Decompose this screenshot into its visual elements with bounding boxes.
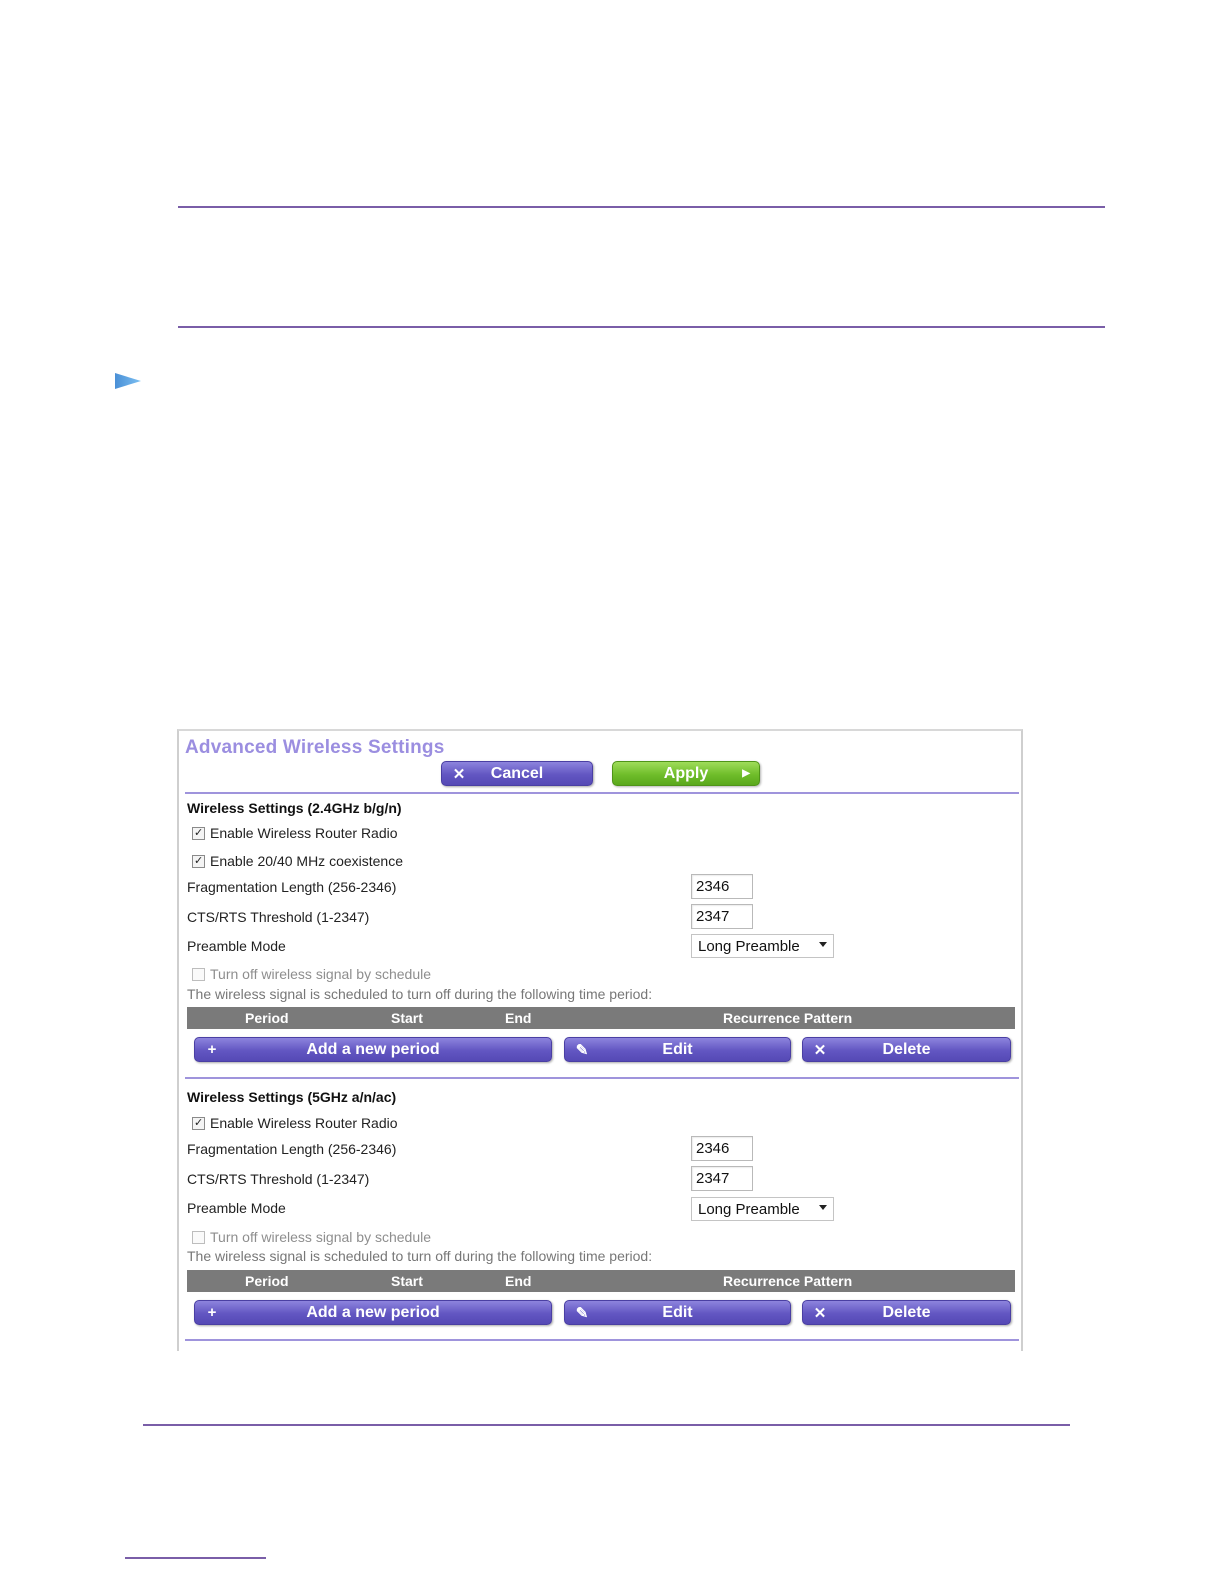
header-divider — [185, 792, 1019, 794]
delete-5-label: Delete — [882, 1303, 931, 1321]
delete-24-label: Delete — [882, 1040, 931, 1058]
edit-5-label: Edit — [662, 1303, 693, 1321]
enable-radio-24-label: Enable Wireless Router Radio — [210, 825, 398, 841]
schedule-24-checkbox[interactable] — [192, 968, 205, 981]
cts-rts-5-label: CTS/RTS Threshold (1-2347) — [187, 1171, 370, 1187]
close-icon: ✕ — [813, 1304, 827, 1322]
apply-button[interactable] — [612, 761, 760, 786]
col-end: End — [505, 1010, 532, 1026]
enable-radio-5-checkbox[interactable] — [192, 1117, 205, 1130]
col-end: End — [505, 1273, 532, 1289]
coexistence-row — [192, 853, 403, 869]
schedule-24-table-header — [187, 1007, 1015, 1029]
apply-button-label: Apply — [663, 764, 709, 782]
schedule-24-note: The wireless signal is scheduled to turn off during the following time period: — [187, 986, 653, 1002]
col-recurrence: Recurrence Pattern — [723, 1273, 853, 1289]
coexistence-label: Enable 20/40 MHz coexistence — [210, 853, 403, 869]
enable-radio-5-row — [192, 1115, 398, 1131]
frag-length-24-label: Fragmentation Length (256-2346) — [187, 879, 397, 895]
frag-length-24-input[interactable]: 2346 — [691, 874, 753, 899]
add-period-24-label: Add a new period — [306, 1040, 440, 1058]
footer-rule — [143, 1424, 1070, 1426]
chevron-down-icon — [819, 942, 827, 947]
preamble-24-label: Preamble Mode — [187, 938, 286, 954]
schedule-5-checkbox[interactable] — [192, 1231, 205, 1244]
enable-radio-5-label: Enable Wireless Router Radio — [210, 1115, 398, 1131]
coexistence-checkbox[interactable] — [192, 855, 205, 868]
col-period: Period — [245, 1010, 289, 1026]
col-period: Period — [245, 1273, 289, 1289]
edit-5-button[interactable] — [564, 1300, 791, 1325]
chevron-down-icon — [819, 1205, 827, 1210]
add-period-5-button[interactable] — [194, 1300, 552, 1325]
add-period-5-label: Add a new period — [306, 1303, 440, 1321]
preamble-5-label: Preamble Mode — [187, 1200, 286, 1216]
page-title: Advanced Wireless Settings — [185, 737, 445, 758]
close-icon: ✕ — [813, 1041, 827, 1059]
preamble-5-value: Long Preamble — [698, 1200, 800, 1218]
top-rule — [178, 206, 1105, 208]
section-title-24ghz: Wireless Settings (2.4GHz b/g/n) — [187, 800, 402, 816]
bottom-divider — [185, 1339, 1019, 1341]
schedule-24-row — [192, 966, 431, 982]
cancel-button-label: Cancel — [490, 764, 544, 782]
play-triangle-icon: ▶ — [742, 768, 750, 779]
col-start: Start — [391, 1273, 423, 1289]
preamble-5-select[interactable] — [691, 1197, 834, 1221]
schedule-5-label: Turn off wireless signal by schedule — [210, 1229, 431, 1245]
section-title-5ghz: Wireless Settings (5GHz a/n/ac) — [187, 1089, 397, 1105]
advanced-wireless-settings-panel — [177, 729, 1023, 1351]
edit-24-label: Edit — [662, 1040, 693, 1058]
edit-24-button[interactable] — [564, 1037, 791, 1062]
cts-rts-24-label: CTS/RTS Threshold (1-2347) — [187, 909, 370, 925]
pencil-icon: ✎ — [575, 1041, 589, 1059]
schedule-24-label: Turn off wireless signal by schedule — [210, 966, 431, 982]
close-icon: ✕ — [452, 765, 466, 783]
schedule-5-note: The wireless signal is scheduled to turn off during the following time period: — [187, 1248, 653, 1264]
second-rule — [178, 326, 1105, 328]
cts-rts-5-input[interactable]: 2347 — [691, 1166, 753, 1191]
col-recurrence: Recurrence Pattern — [723, 1010, 853, 1026]
triangle-arrow-icon — [115, 373, 141, 389]
delete-5-button[interactable] — [802, 1300, 1011, 1325]
plus-icon: + — [207, 1304, 217, 1321]
preamble-24-value: Long Preamble — [698, 937, 800, 955]
enable-radio-24-checkbox[interactable] — [192, 827, 205, 840]
delete-24-button[interactable] — [802, 1037, 1011, 1062]
add-period-24-button[interactable] — [194, 1037, 552, 1062]
cts-rts-24-input[interactable]: 2347 — [691, 904, 753, 929]
frag-length-5-input[interactable]: 2346 — [691, 1136, 753, 1161]
preamble-24-select[interactable] — [691, 934, 834, 958]
col-start: Start — [391, 1010, 423, 1026]
pencil-icon: ✎ — [575, 1304, 589, 1322]
schedule-5-row — [192, 1229, 431, 1245]
frag-length-5-label: Fragmentation Length (256-2346) — [187, 1141, 397, 1157]
cancel-button[interactable] — [441, 761, 593, 786]
plus-icon: + — [207, 1041, 217, 1058]
enable-radio-24-row — [192, 825, 398, 841]
footer-link-underline — [125, 1557, 266, 1559]
section-divider — [185, 1077, 1019, 1079]
schedule-5-table-header — [187, 1270, 1015, 1292]
